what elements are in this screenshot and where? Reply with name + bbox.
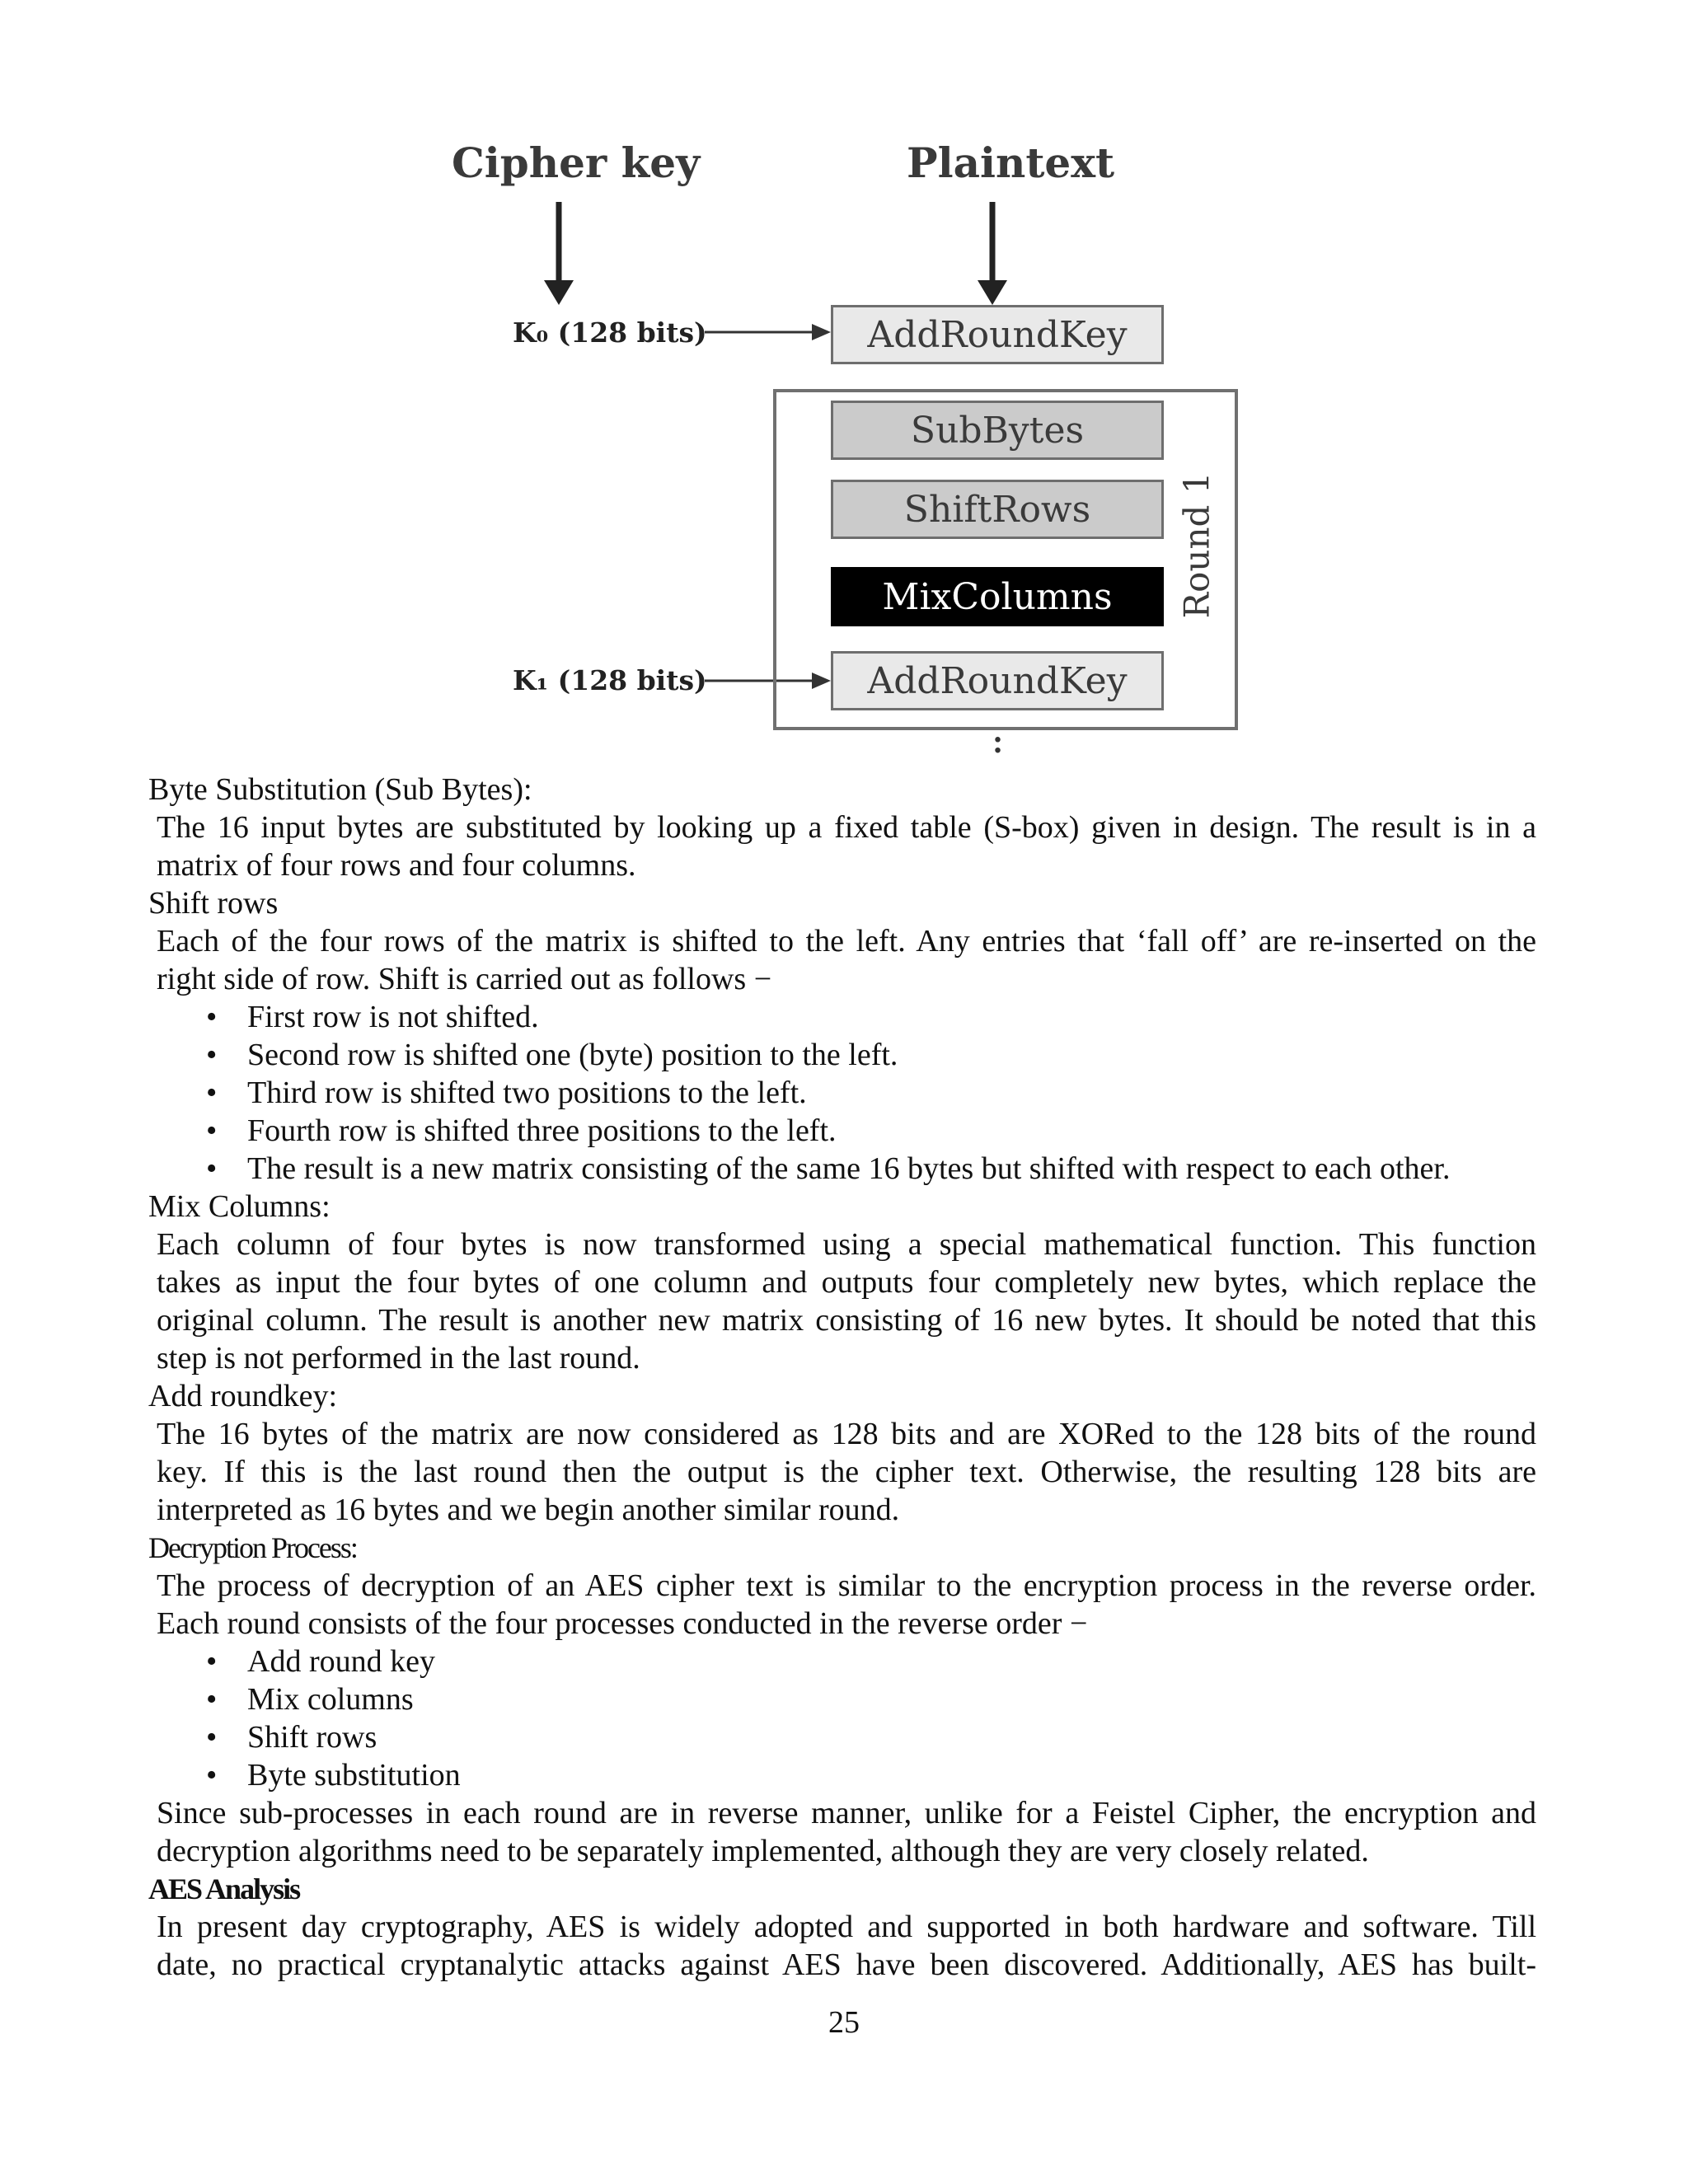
add-round-key-box-round1: AddRoundKey <box>831 651 1164 710</box>
continuation-dots: : <box>992 723 1004 760</box>
list-item <box>206 1680 414 1718</box>
list-item <box>206 1074 807 1112</box>
shiftrows-box: ShiftRows <box>831 480 1164 539</box>
heading-mix-columns: Mix Columns: <box>148 1189 331 1224</box>
heading-decryption-process: Decryption Process: <box>148 1531 357 1564</box>
list-item <box>206 1112 837 1150</box>
list-item-text: The result is a new matrix consisting of the same 16 bytes but shifted with respect to each other. <box>247 1151 1451 1186</box>
list-item-text: Second row is shifted one (byte) position to the left. <box>247 1038 898 1072</box>
plaintext-label: Plaintext <box>907 138 1115 187</box>
bullet-icon: • <box>206 1000 218 1034</box>
bullet-icon: • <box>206 1113 218 1148</box>
list-item <box>206 998 539 1036</box>
list-item-text: First row is not shifted. <box>247 1000 539 1034</box>
paragraph-line: takes as input the four bytes of one column and outputs four completely new bytes, which replace the <box>157 1265 1536 1300</box>
heading-aes-analysis: AES Analysis <box>148 1872 300 1905</box>
paragraph-line: interpreted as 16 bytes and we begin another similar round. <box>157 1493 900 1527</box>
paragraph-line: Since sub-processes in each round are in reverse manner, unlike for a Feistel Cipher, the encryption and <box>157 1796 1536 1830</box>
heading-sub-bytes: Byte Substitution (Sub Bytes): <box>148 772 532 807</box>
paragraph-line: date, no practical cryptanalytic attacks against AES have been discovered. Additionally, AES has built- <box>157 1947 1536 1982</box>
paragraph-line: decryption algorithms need to be separately implemented, although they are very closely related. <box>157 1834 1369 1868</box>
list-item-text: Third row is shifted two positions to the left. <box>247 1076 807 1110</box>
paragraph-line: The process of decryption of an AES cipher text is similar to the encryption process in the reverse order. <box>157 1568 1536 1603</box>
list-item <box>206 1756 461 1794</box>
subbytes-box: SubBytes <box>831 401 1164 460</box>
list-item <box>206 1643 435 1680</box>
list-item <box>206 1718 377 1756</box>
paragraph-line: right side of row. Shift is carried out as follows − <box>157 962 772 996</box>
list-item-text: Fourth row is shifted three positions to the left. <box>247 1113 837 1148</box>
page-number: 25 <box>828 2005 860 2040</box>
paragraph-line: Each round consists of the four processes conducted in the reverse order − <box>157 1606 1088 1641</box>
round-1-label: Round 1 <box>1176 471 1217 619</box>
bullet-icon: • <box>206 1758 218 1793</box>
list-item-text: Add round key <box>247 1644 435 1679</box>
mixcolumns-box: MixColumns <box>831 567 1164 626</box>
paragraph-line: Each of the four rows of the matrix is shifted to the left. Any entries that ‘fall off’ are re-inserted on the <box>157 924 1536 958</box>
paragraph-line: The 16 bytes of the matrix are now considered as 128 bits and are XORed to the 128 bits of the round <box>157 1417 1536 1451</box>
paragraph-line: Each column of four bytes is now transformed using a special mathematical function. This function <box>157 1227 1536 1262</box>
k0-label: K₀ (128 bits) <box>513 316 707 349</box>
heading-add-roundkey: Add roundkey: <box>148 1379 338 1413</box>
paragraph-line: The 16 input bytes are substituted by looking up a fixed table (S-box) given in design. The result is in a <box>157 810 1536 845</box>
list-item <box>206 1150 1450 1188</box>
paragraph-line: original column. The result is another new matrix consisting of 16 new bytes. It should be noted that this <box>157 1303 1536 1338</box>
bullet-icon: • <box>206 1720 218 1755</box>
list-item-text: Byte substitution <box>247 1758 461 1793</box>
heading-shift-rows: Shift rows <box>148 886 279 921</box>
bullet-icon: • <box>206 1644 218 1679</box>
list-item-text: Shift rows <box>247 1720 377 1755</box>
cipher-key-label: Cipher key <box>452 138 701 187</box>
paragraph-line: key. If this is the last round then the output is the cipher text. Otherwise, the resulting 128 bits are <box>157 1455 1536 1489</box>
paragraph-line: In present day cryptography, AES is widely adopted and supported in both hardware and software. Till <box>157 1910 1536 1944</box>
bullet-icon: • <box>206 1038 218 1072</box>
aes-round-diagram <box>0 0 1688 775</box>
paragraph-line: matrix of four rows and four columns. <box>157 848 636 883</box>
bullet-icon: • <box>206 1151 218 1186</box>
bullet-icon: • <box>206 1682 218 1717</box>
list-item <box>206 1036 898 1074</box>
paragraph-line: step is not performed in the last round. <box>157 1341 640 1376</box>
bullet-icon: • <box>206 1076 218 1110</box>
add-round-key-box-initial: AddRoundKey <box>831 305 1164 364</box>
k1-label: K₁ (128 bits) <box>513 664 707 696</box>
list-item-text: Mix columns <box>247 1682 414 1717</box>
